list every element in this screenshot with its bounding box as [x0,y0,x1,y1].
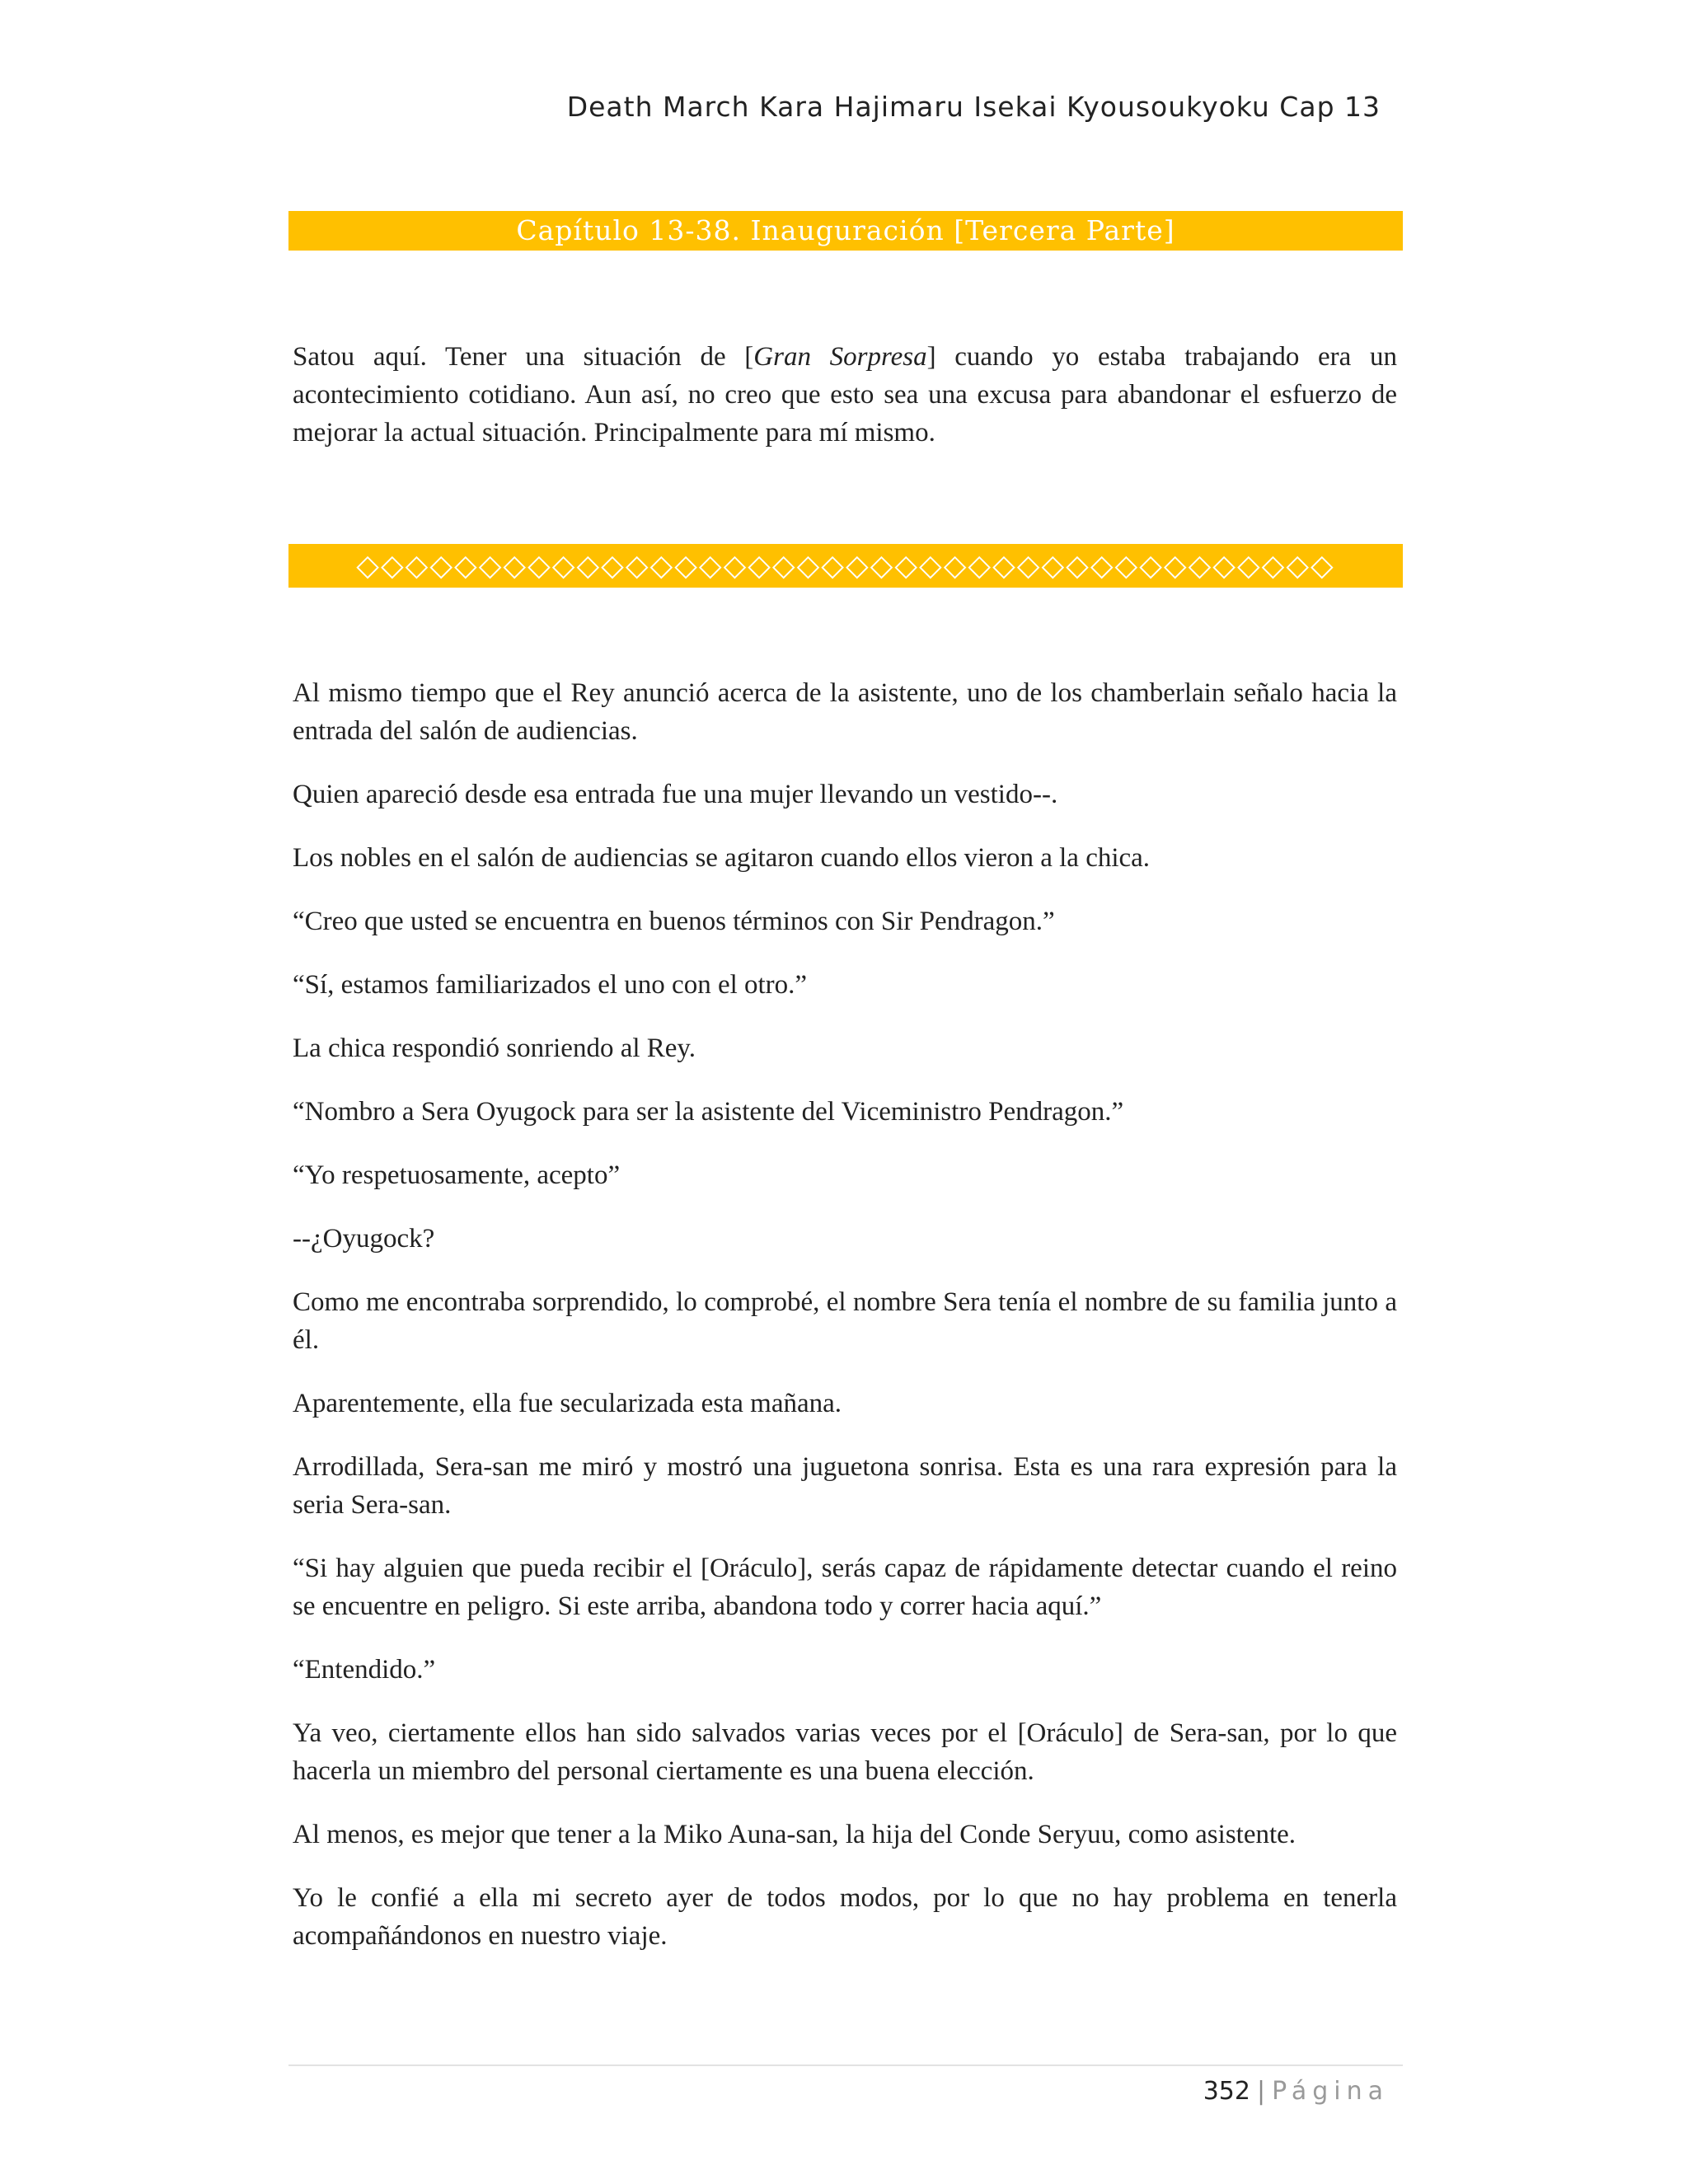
paragraph: “Si hay alguien que pueda recibir el [Oráculo], serás capaz de rápidamente detectar cuando el reino se encuentre en peligro. Si este arriba, abandona todo y correr hacia aquí.” [293,1554,1397,1621]
paragraph: Ya veo, ciertamente ellos han sido salvados varias veces por el [Oráculo] de Sera-san, por lo que hacerla un miembro del personal ciertamente es una buena elección. [293,1718,1397,1786]
intro-text-after: ] cuando yo estaba trabajando era un acontecimiento cotidiano. Aun así, no creo que esto sea una excusa para abandonar el esfuerzo de mejorar la actual situación. Principalmente para mí mismo. [293,342,1397,448]
paragraph: La chica respondió sonriendo al Rey. [293,1033,696,1063]
paragraph: “Sí, estamos familiarizados el uno con el otro.” [293,970,808,1000]
footer-divider [288,2064,1403,2066]
scene-divider: ◇◇◇◇◇◇◇◇◇◇◇◇◇◇◇◇◇◇◇◇◇◇◇◇◇◇◇◇◇◇◇◇◇◇◇◇◇◇◇◇ [288,544,1403,588]
chapter-title: Capítulo 13-38. Inauguración [Tercera Parte] [288,211,1403,251]
paragraph: Al mismo tiempo que el Rey anunció acerca de la asistente, uno de los chamberlain señalo hacia la entrada del salón de audiencias. [293,678,1397,746]
paragraph: Yo le confié a ella mi secreto ayer de todos modos, por lo que no hay problema en tenerla acompañándonos en nuestro viaje. [293,1883,1397,1951]
paragraph: --¿Oyugock? [293,1224,435,1254]
paragraph: Los nobles en el salón de audiencias se agitaron cuando ellos vieron a la chica. [293,843,1151,873]
paragraph: Como me encontraba sorprendido, lo comprobé, el nombre Sera tenía el nombre de su familia junto a él. [293,1287,1397,1355]
page-header: Death March Kara Hajimaru Isekai Kyousoukyoku Cap 13 [566,91,1381,123]
intro-paragraph [293,338,1397,452]
body-text [293,674,1397,1980]
paragraph: Aparentemente, ella fue secularizada esta mañana. [293,1389,842,1418]
paragraph: Al menos, es mejor que tener a la Miko Auna-san, la hija del Conde Seryuu, como asistente. [293,1820,1296,1849]
paragraph: “Yo respetuosamente, acepto” [293,1160,621,1190]
paragraph: “Entendido.” [293,1655,436,1685]
page-label: Página [1272,2077,1389,2106]
page-number: 352 [1203,2077,1250,2106]
footer-separator: | [1256,2077,1266,2106]
paragraph: Quien apareció desde esa entrada fue una mujer llevando un vestido--. [293,780,1058,809]
intro-section [293,338,1397,477]
page-footer [284,2077,1389,2106]
intro-italic-term: Gran Sorpresa [753,342,927,372]
intro-text-before: Satou aquí. Tener una situación de [ [293,342,754,372]
paragraph: “Nombro a Sera Oyugock para ser la asistente del Viceministro Pendragon.” [293,1097,1124,1127]
paragraph: “Creo que usted se encuentra en buenos términos con Sir Pendragon.” [293,907,1055,936]
paragraph: Arrodillada, Sera-san me miró y mostró una juguetona sonrisa. Esta es una rara expresión para la seria Sera-san. [293,1452,1397,1520]
